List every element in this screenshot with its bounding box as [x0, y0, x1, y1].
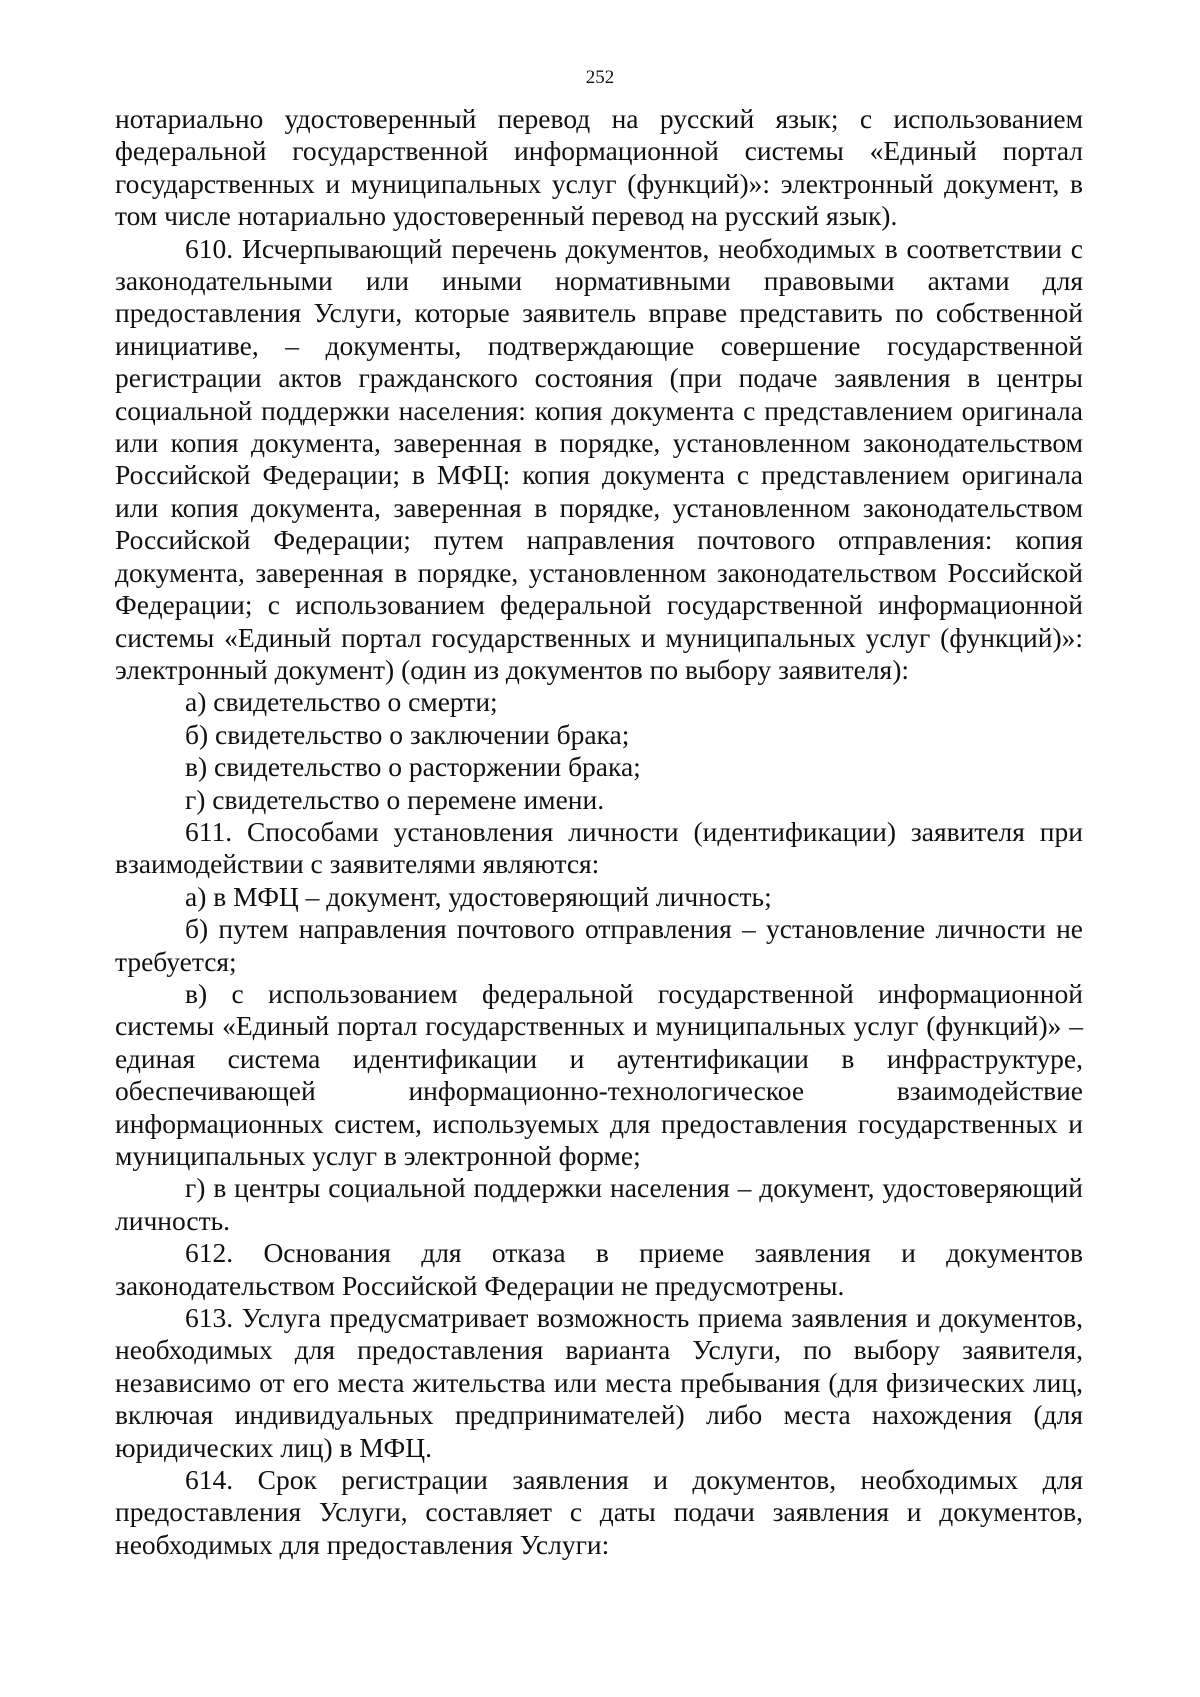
list-item: б) свидетельство о заключении брака;	[185, 718, 630, 750]
paragraph: нотариально удостоверенный перевод на русский язык; с использованием федеральной государственной информационной системы «Единый портал государственных и муниципальных услуг (функций)»: электронный документ, в том числе нотариально удостоверенный перевод на русский язык).	[115, 103, 1083, 232]
list-item: в) с использованием федеральной государственной информационной системы «Единый портал государственных и муниципальных услуг (функций)» – единая система идентификации и аутентификации в инфраструктуре, обеспечивающей информационно-технологическое взаимодействие информационных систем, используемых для предоставления государственных и муниципальных услуг в электронной форме;	[115, 977, 1083, 1171]
paragraph-611: 611. Способами установления личности (идентификации) заявителя при взаимодействии с заявителями являются:	[115, 815, 1083, 880]
list-item: б) путем направления почтового отправления – установление личности не требуется;	[115, 913, 1083, 977]
page-number: 252	[585, 67, 615, 88]
paragraph-612: 612. Основания для отказа в приеме заявления и документов законодательством Российской Федерации не предусмотрены.	[115, 1237, 1083, 1301]
list-item: г) свидетельство о перемене имени.	[185, 783, 605, 815]
list-item: в) свидетельство о расторжении брака;	[185, 751, 641, 783]
paragraph-610: 610. Исчерпывающий перечень документов, необходимых в соответствии с законодательными или иными нормативными правовыми актами для предоставления Услуги, которые заявитель вправе представить по собственной инициативе, – документы, подтверждающие совершение государственной регистрации актов гражданского состояния (при подаче заявления в центры социальной поддержки населения: копия документа с представлением оригинала или копия документа, заверенная в порядке, установленном законодательством Российской Федерации; в МФЦ: копия документа с представлением оригинала или копия документа, заверенная в порядке, установленном законодательством Российской Федерации; путем направления почтового отправления: копия документа, заверенная в порядке, установленном законодательством Российской Федерации; с использованием федеральной государственной информационной системы «Единый портал государственных и муниципальных услуг (функций)»: электронный документ) (один из документов по выбору заявителя):	[115, 232, 1083, 685]
paragraph-614: 614. Срок регистрации заявления и документов, необходимых для предоставления Услуги, составляет с даты подачи заявления и документов, необходимых для предоставления Услуги:	[115, 1464, 1083, 1560]
paragraph-613: 613. Услуга предусматривает возможность приема заявления и документов, необходимых для предоставления варианта Услуги, по выбору заявителя, независимо от его места жительства или места пребывания (для физических лиц, включая индивидуальных предпринимателей) либо места нахождения (для юридических лиц) в МФЦ.	[115, 1302, 1083, 1463]
list-item: г) в центры социальной поддержки населения – документ, удостоверяющий личность.	[115, 1172, 1083, 1236]
list-item: а) свидетельство о смерти;	[185, 686, 498, 718]
document-body	[115, 103, 1083, 1561]
list-item: а) в МФЦ – документ, удостоверяющий личность;	[185, 880, 772, 912]
